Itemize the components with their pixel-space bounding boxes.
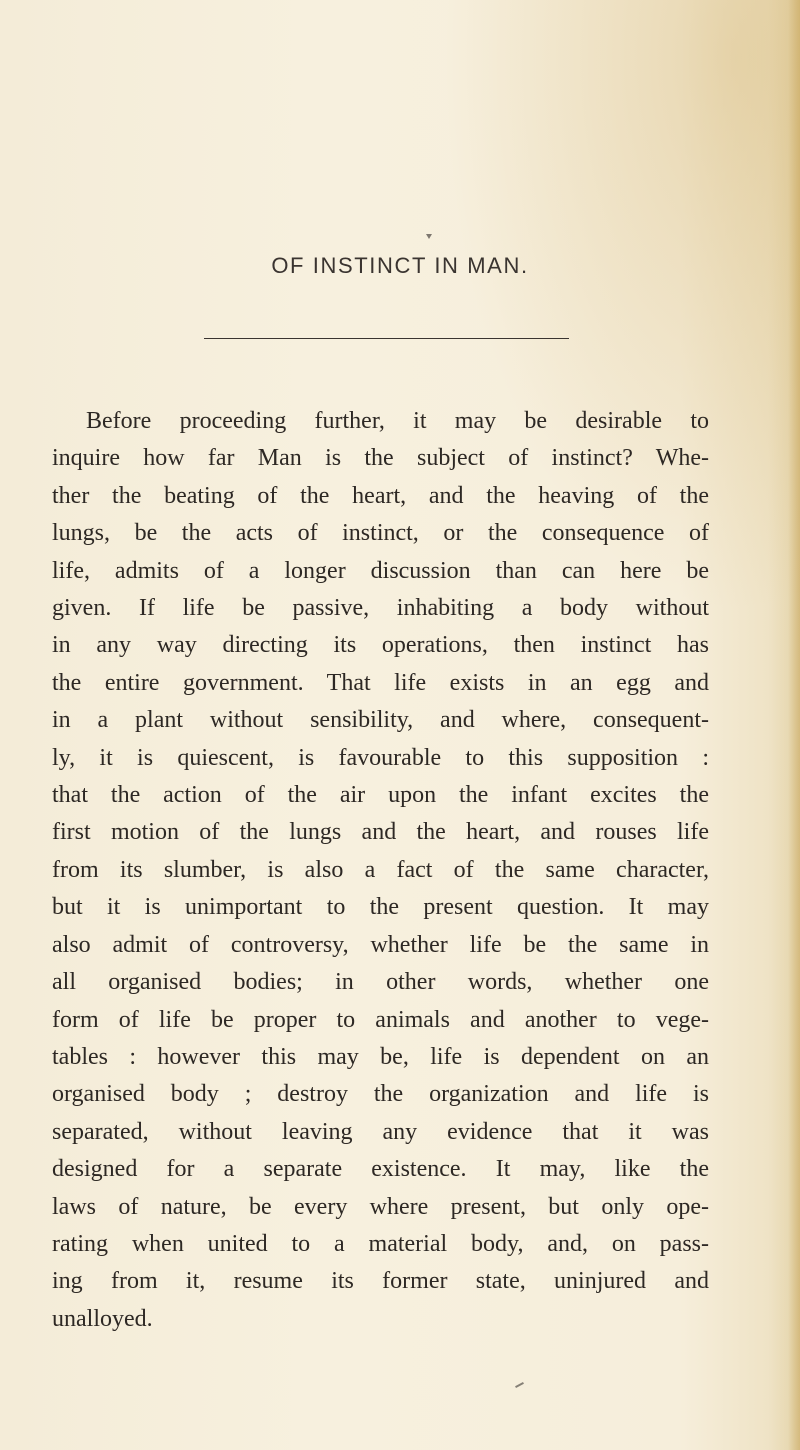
text-line: separated, without leaving any evidence that it was (52, 1118, 709, 1145)
text-line: life, admits of a longer discussion than can here be (52, 557, 709, 584)
text-line: organised body ; destroy the organization and life is (52, 1081, 709, 1108)
body-paragraph (52, 403, 709, 1338)
text-line: ther the beating of the heart, and the heaving of the (52, 482, 709, 509)
text-line: lungs, be the acts of instinct, or the consequence of (52, 520, 709, 547)
text-line: in a plant without sensibility, and where, consequent- (52, 707, 709, 734)
chapter-heading: OF INSTINCT IN MAN. (271, 253, 529, 278)
page-edge-shadow (788, 0, 800, 1450)
text-line: but it is unimportant to the present question. It may (52, 894, 709, 921)
text-line: ing from it, resume its former state, uninjured and (52, 1268, 709, 1295)
text-line: rating when united to a material body, and, on pass- (52, 1230, 709, 1257)
ink-mark-top (426, 234, 432, 239)
text-line: all organised bodies; in other words, whether one (52, 969, 709, 996)
text-line: first motion of the lungs and the heart, and rouses life (52, 819, 709, 846)
text-line: the entire government. That life exists in an egg and (52, 669, 709, 696)
text-line: inquire how far Man is the subject of instinct? Whe- (52, 445, 709, 472)
text-line: that the action of the air upon the infant excites the (52, 782, 709, 809)
text-line: tables : however this may be, life is dependent on an (52, 1043, 709, 1070)
text-line: Before proceeding further, it may be desirable to (86, 408, 709, 434)
text-line: given. If life be passive, inhabiting a body without (52, 595, 709, 622)
text-line: unalloyed. (52, 1305, 153, 1332)
heading-rule (204, 338, 569, 339)
text-line: form of life be proper to animals and another to vege- (52, 1006, 709, 1033)
text-line: designed for a separate existence. It may, like the (52, 1156, 709, 1183)
text-line: laws of nature, be every where present, but only ope- (52, 1193, 709, 1220)
text-line: from its slumber, is also a fact of the same character, (52, 856, 709, 883)
text-line: also admit of controversy, whether life be the same in (52, 931, 709, 958)
text-line: ly, it is quiescent, is favourable to this supposition : (52, 744, 709, 771)
ink-mark-bottom (515, 1382, 524, 1388)
text-line: in any way directing its operations, then instinct has (52, 632, 709, 659)
